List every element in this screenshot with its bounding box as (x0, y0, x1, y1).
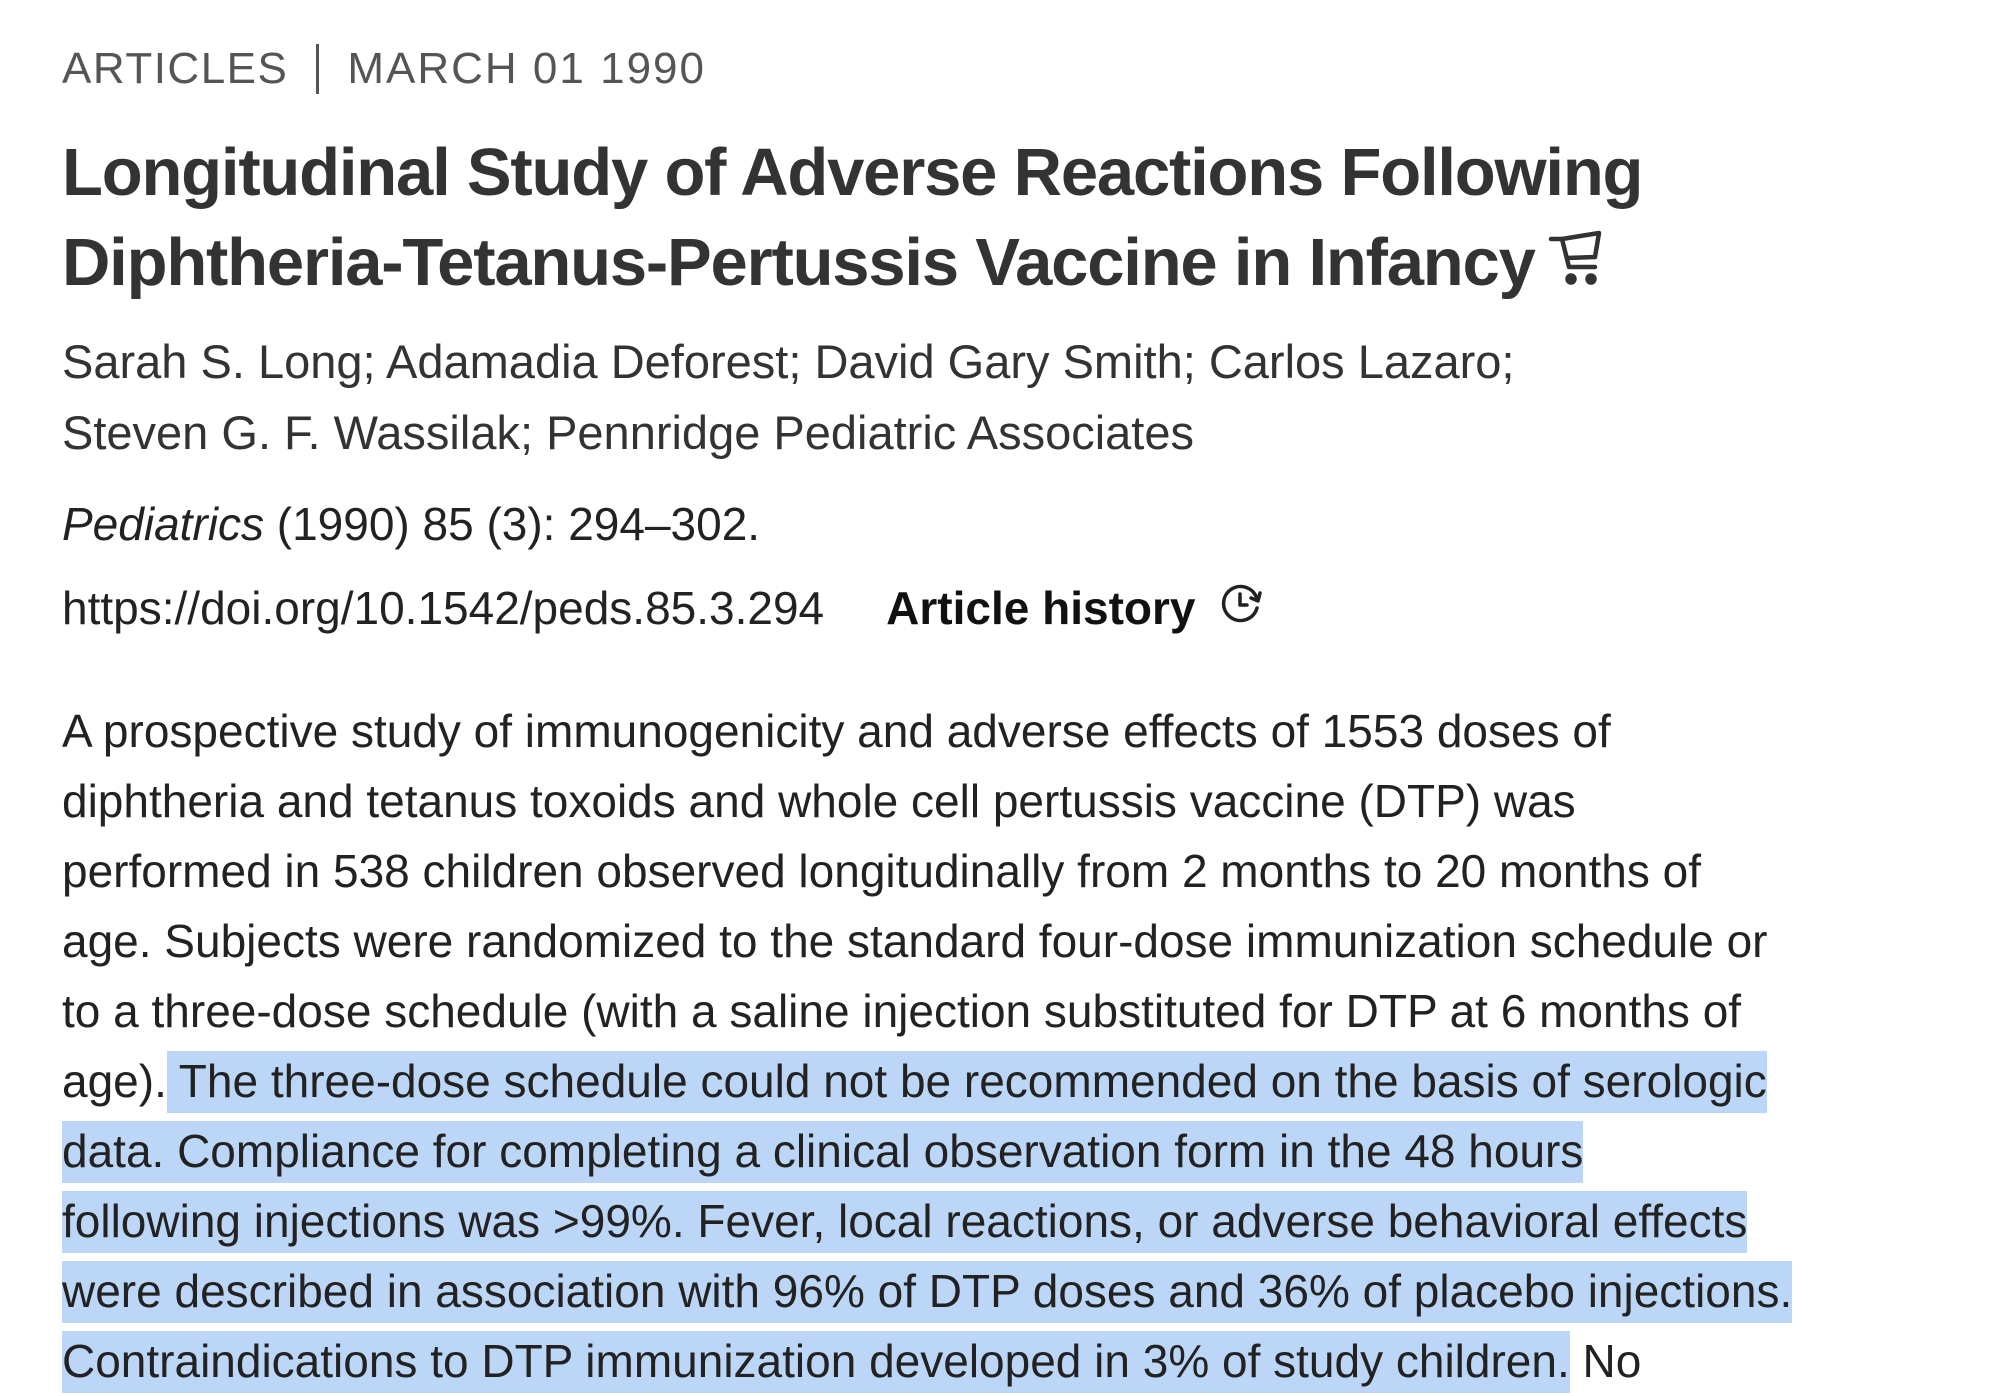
abstract-line (62, 836, 1982, 906)
abstract-text-span: A prospective study of immunogenicity and adverse effects of 1553 doses of (62, 705, 1611, 757)
abstract-line (62, 906, 1982, 976)
abstract-line (62, 1046, 1982, 1116)
selected-text: following injections was >99%. Fever, local reactions, or adverse behavioral effects (62, 1191, 1747, 1253)
abstract-line (62, 976, 1982, 1046)
article-title-text: Longitudinal Study of Adverse Reactions Following Diphtheria-Tetanus-Pertussis Vaccine in Infancy (62, 135, 1643, 300)
meta-divider (316, 44, 319, 94)
abstract-text (62, 696, 1982, 1396)
abstract-line (62, 1256, 1982, 1326)
abstract-line (62, 696, 1982, 766)
abstract-text-span: performed in 538 children observed longitudinally from 2 months to 20 months of (62, 845, 1702, 897)
abstract-line (62, 1116, 1982, 1186)
abstract-text-span: to a three-dose schedule (with a saline injection substituted for DTP at 6 months of (62, 985, 1742, 1037)
cart-icon[interactable] (1545, 220, 1605, 310)
abstract-line (62, 1186, 1982, 1256)
selected-text: were described in association with 96% of DTP doses and 36% of placebo injections. (62, 1261, 1792, 1323)
abstract-text-span: No (1569, 1335, 1642, 1387)
doi-link[interactable]: https://doi.org/10.1542/peds.85.3.294 (62, 582, 825, 634)
author-line[interactable]: Sarah S. Long; Adamadia Deforest; David Gary Smith; Carlos Lazaro; (62, 335, 1515, 388)
history-clock-icon (1217, 579, 1265, 638)
abstract-text-span: age. Subjects were randomized to the standard four-dose immunization schedule or (62, 915, 1768, 967)
publication-date: MARCH 01 1990 (347, 44, 706, 93)
citation (62, 497, 760, 551)
abstract-text-span: age). (62, 1055, 167, 1107)
author-line[interactable]: Steven G. F. Wassilak; Pennridge Pediatric Associates (62, 406, 1194, 459)
article-section-label[interactable]: ARTICLES (62, 44, 289, 93)
author-list (62, 326, 1912, 468)
article-history-label: Article history (886, 582, 1196, 634)
selected-text: data. Compliance for completing a clinical observation form in the 48 hours (62, 1121, 1583, 1183)
article-title (62, 128, 1962, 310)
abstract-line (62, 766, 1982, 836)
abstract-line (62, 1326, 1982, 1396)
article-history-button[interactable] (886, 579, 1265, 638)
abstract-text-span: diphtheria and tetanus toxoids and whole cell pertussis vaccine (DTP) was (62, 775, 1576, 827)
selected-text: The three-dose schedule could not be recommended on the basis of serologic (167, 1051, 1767, 1113)
citation-details: (1990) 85 (3): 294–302. (263, 498, 761, 550)
article-meta (62, 44, 706, 94)
journal-name: Pediatrics (62, 498, 264, 550)
selected-text: Contraindications to DTP immunization developed in 3% of study children. (62, 1331, 1570, 1393)
doi-row (62, 578, 1265, 638)
